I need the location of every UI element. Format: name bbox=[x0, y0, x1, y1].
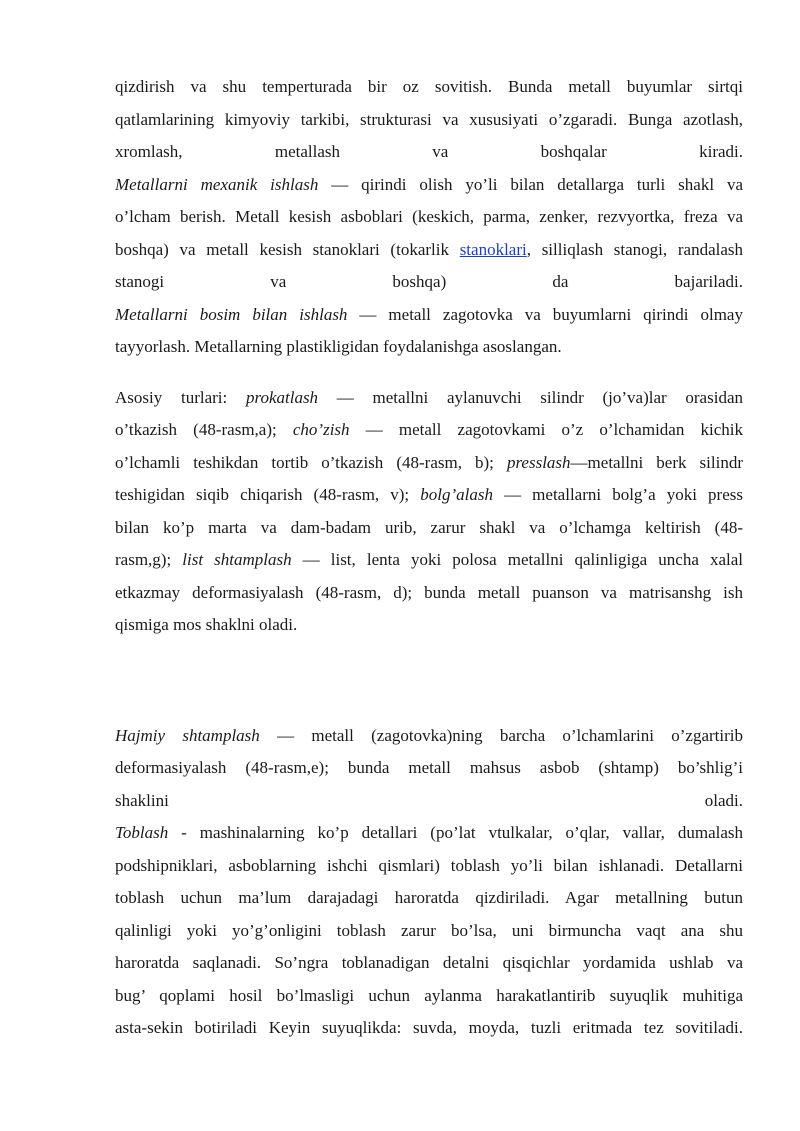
term-sheet-stamping: list shtamplash bbox=[182, 550, 292, 569]
text-fragment: o’tkazish (48-rasm,a); bbox=[115, 420, 293, 439]
text-fragment: boshqa) va metall kesish stanoklari (tokarlik bbox=[115, 239, 460, 259]
text-fragment: — qirindi olish yo’li bilan detallarga turli shakl va bbox=[318, 174, 743, 194]
text-line: qatlamlarining kimyoviy tarkibi, strukturasi va xususiyati o’zgaradi. Bunga azotlash, bbox=[115, 109, 743, 129]
text-line: qalinligi yoki yo’g’onligini toblash zarur bo’lsa, uni birmuncha vaqt ana shu bbox=[115, 920, 743, 940]
text-line: podshipniklari, asboblarning ishchi qismlari) toblash yo’li bilan ishlanadi. Detallarni bbox=[115, 855, 743, 875]
text-line: xromlash, metallash va boshqalar kiradi. bbox=[115, 142, 743, 161]
paragraph-spacer bbox=[115, 364, 743, 382]
text-line: shaklini oladi. bbox=[115, 790, 743, 810]
text-line: bilan ko’p marta va dam-badam urib, zarur shakl va o’lchamga keltirish (48- bbox=[115, 517, 743, 537]
term-forging: bolg’alash bbox=[420, 485, 493, 504]
text-fragment: teshigidan siqib chiqarish (48-rasm, v); bbox=[115, 485, 421, 504]
paragraph-heat-treatment-intro bbox=[115, 71, 743, 364]
text-fragment: — list, lenta yoki polosa metallni qalinligiga uncha xalal bbox=[291, 550, 743, 569]
text-line: bug’ qoplami hosil bo’lmasligi uchun aylanma harakatlantirib suyuqlik muhitiga bbox=[115, 985, 743, 1005]
term-rolling: prokatlash bbox=[245, 387, 319, 407]
term-volume-stamping: Hajmiy shtamplash bbox=[115, 725, 260, 745]
text-line bbox=[115, 544, 743, 577]
term-pressure-processing: Metallarni bosim bilan ishlash bbox=[115, 304, 348, 324]
text-line bbox=[115, 414, 743, 447]
text-line: o’lcham berish. Metall kesish asboblari (keskich, parma, zenker, rezvyortka, freza va bbox=[115, 207, 743, 226]
text-line: toblash uchun ma’lum darajadagi haroratda qizdiriladi. Agar metallning butun bbox=[115, 888, 743, 907]
text-fragment: — metall zagotovka va buyumlarni qirindi olmay bbox=[347, 304, 743, 324]
paragraph-main-types bbox=[115, 382, 743, 642]
text-line bbox=[115, 234, 743, 267]
text-line: deformasiyalash (48-rasm,e); bunda metall mahsus asbob (shtamp) bo’shlig’i bbox=[115, 758, 743, 777]
text-line bbox=[115, 169, 743, 202]
text-fragment: — metallarni bolg’a yoki press bbox=[492, 485, 743, 504]
term-hardening: Toblash bbox=[115, 823, 169, 842]
text-line bbox=[115, 720, 743, 753]
text-fragment: - mashinalarning ko’p detallari (po’lat vtulkalar, o’qlar, vallar, dumalash bbox=[168, 823, 743, 842]
text-line: asta-sekin botiriladi Keyin suyuqlikda: suvda, moyda, tuzli eritmada tez sovitiladi. bbox=[115, 1018, 743, 1037]
text-fragment: Asosiy turlari: bbox=[115, 387, 246, 407]
text-line: etkazmay deformasiyalash (48-rasm, d); bunda metall puanson va matrisanshg ish bbox=[115, 582, 743, 602]
paragraph-spacer bbox=[115, 642, 743, 720]
text-line: haroratda saqlanadi. So’ngra toblanadigan detalni qisqichlar yordamida ushlab va bbox=[115, 953, 743, 972]
text-fragment: — metall zagotovkami o’z o’lchamidan kichik bbox=[349, 420, 743, 439]
text-line bbox=[115, 817, 743, 850]
text-fragment: o’lchamli teshikdan tortib o’tkazish (48-rasm, b); bbox=[115, 452, 507, 472]
text-line bbox=[115, 479, 743, 512]
document-page bbox=[115, 71, 743, 1045]
text-fragment: rasm,g); bbox=[115, 550, 183, 569]
text-fragment: , silliqlash stanogi, randalash bbox=[526, 239, 743, 259]
text-line: qizdirish va shu temperturada bir oz sovitish. Bunda metall buyumlar sirtqi bbox=[115, 77, 743, 96]
text-line bbox=[115, 447, 743, 480]
text-fragment: — metallni aylanuvchi silindr (jo’va)lar orasidan bbox=[318, 387, 743, 407]
text-line: qismiga mos shaklni oladi. bbox=[115, 615, 298, 634]
term-mechanical-processing: Metallarni mexanik ishlash bbox=[115, 174, 319, 194]
text-fragment: — metall (zagotovka)ning barcha o’lchamlarini o’zgartirib bbox=[259, 725, 743, 745]
paragraph-volume-stamping-hardening bbox=[115, 720, 743, 1045]
text-line bbox=[115, 382, 743, 415]
stanoklari-link[interactable]: stanoklari bbox=[459, 239, 527, 259]
text-line: tayyorlash. Metallarning plastikligidan foydalanishga asoslangan. bbox=[115, 337, 562, 356]
term-pressing: presslash bbox=[506, 452, 571, 472]
term-drawing: cho’zish bbox=[292, 420, 350, 439]
text-fragment: —metallni berk silindr bbox=[570, 452, 743, 472]
text-line: stanogi va boshqa) da bajariladi. bbox=[115, 272, 743, 291]
text-line bbox=[115, 299, 743, 332]
